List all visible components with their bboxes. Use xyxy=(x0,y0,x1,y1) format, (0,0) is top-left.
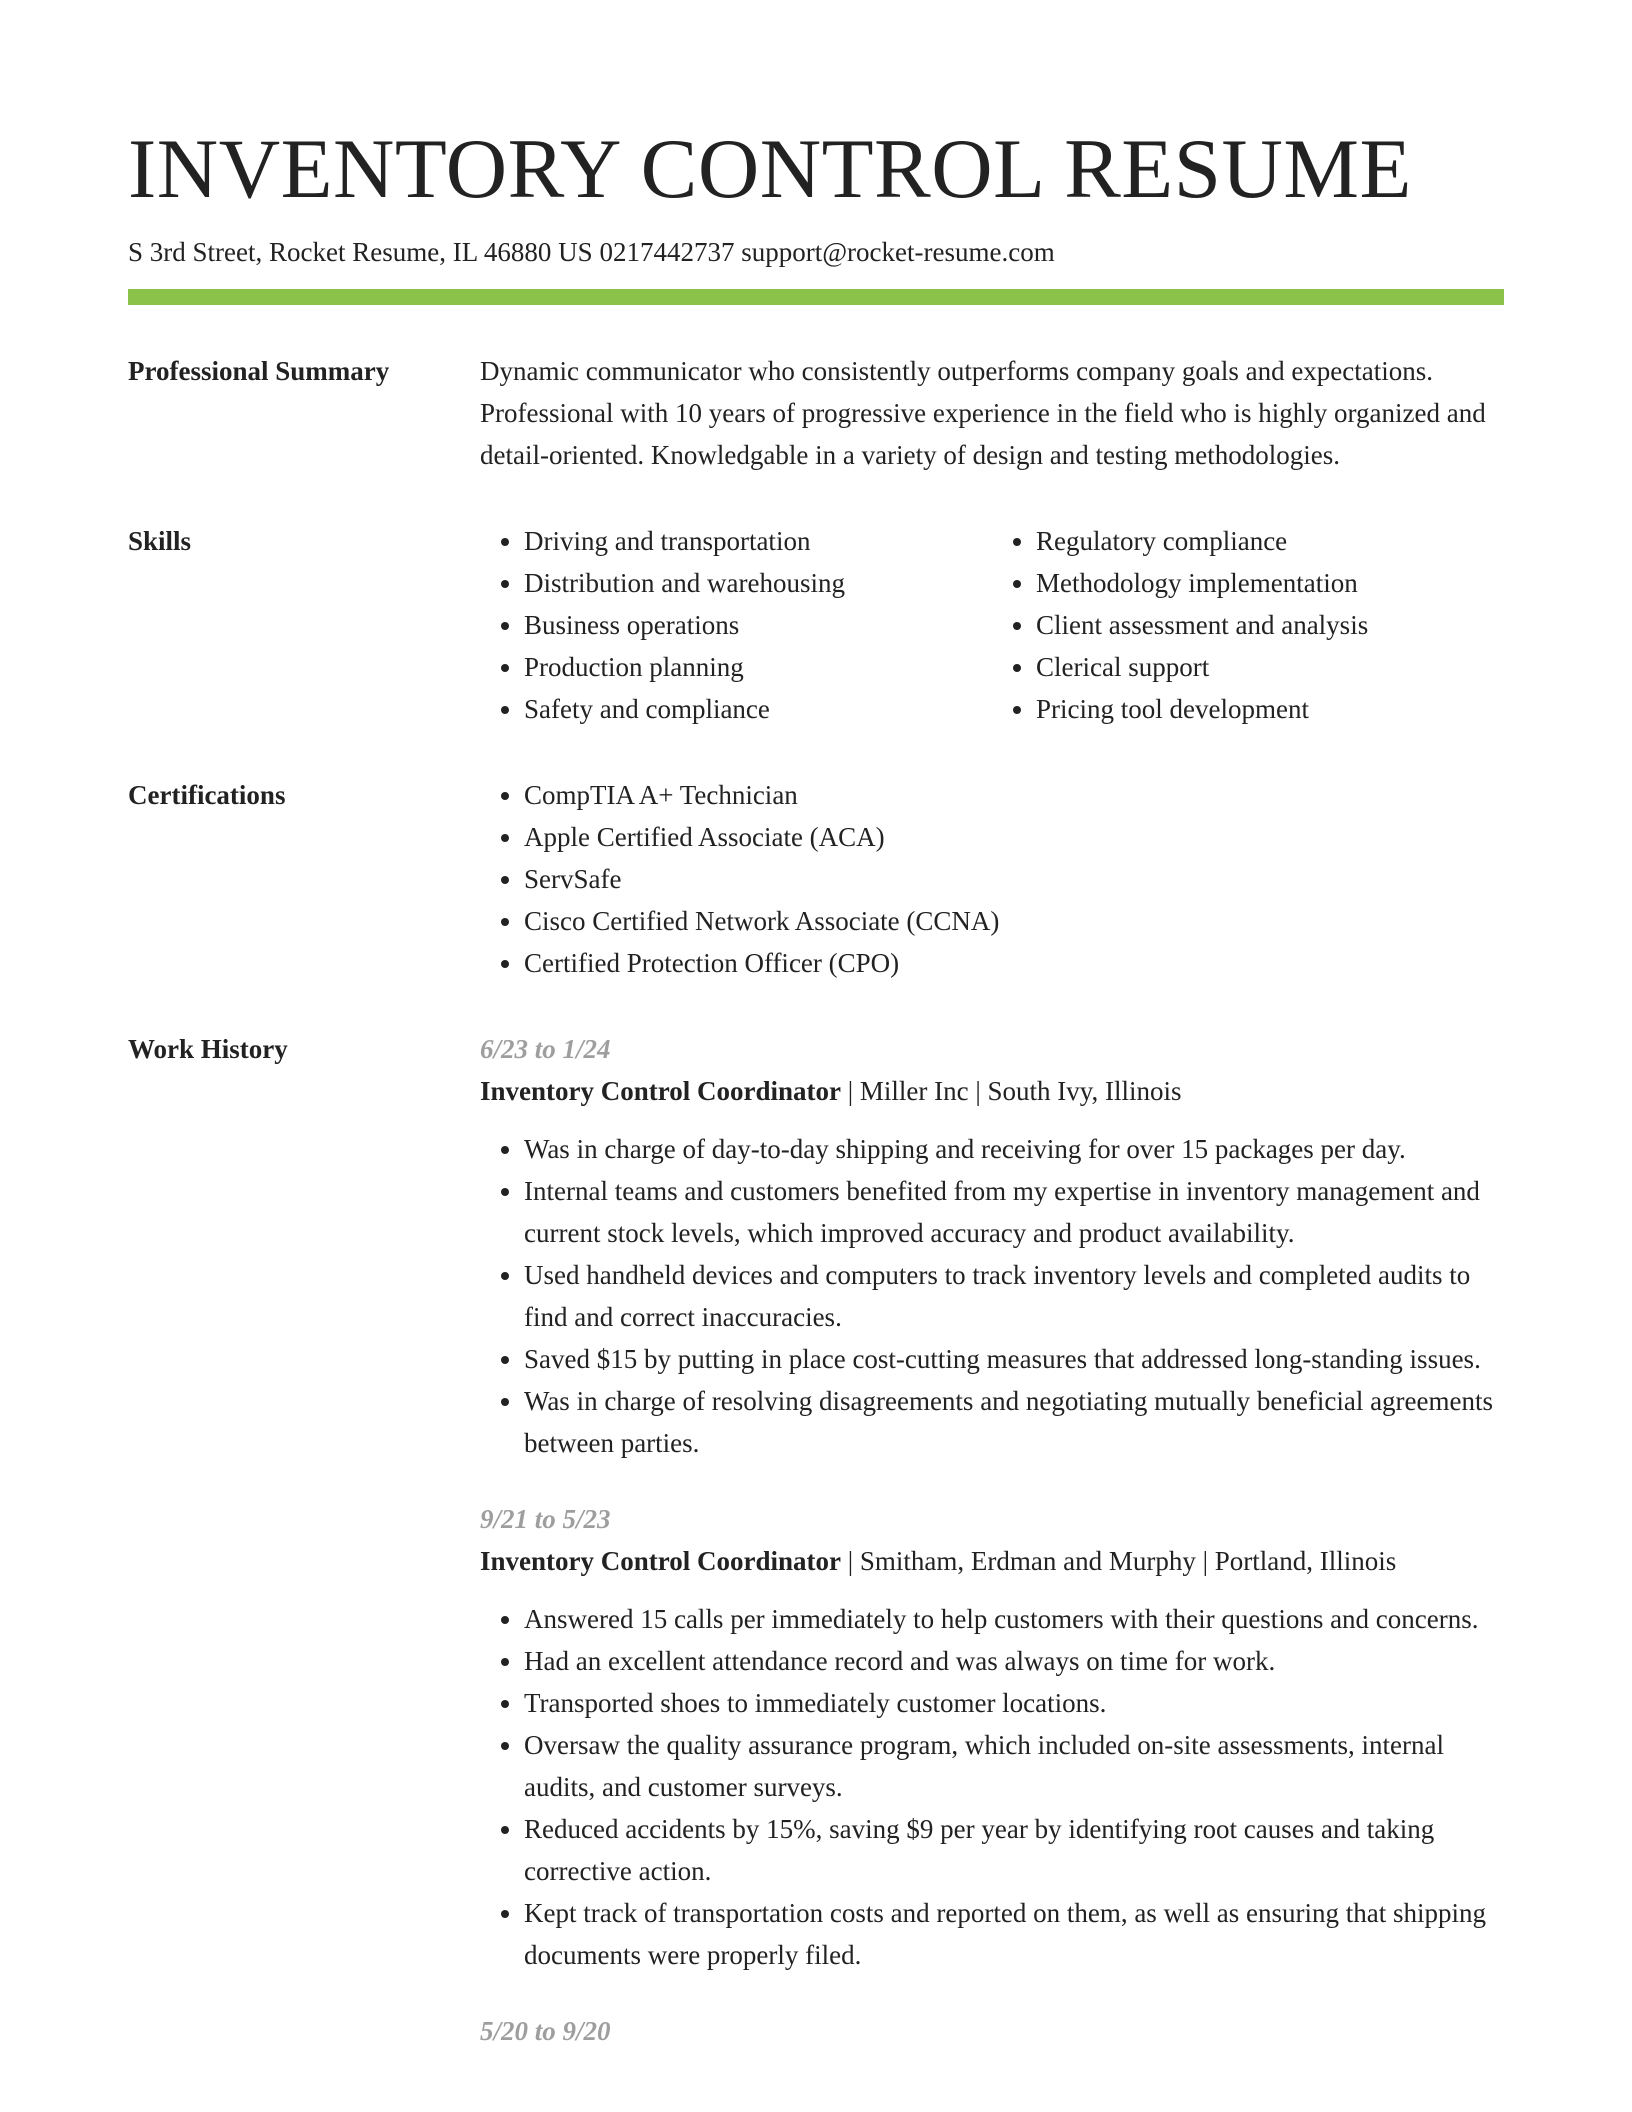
skills-list-column-2 xyxy=(992,520,1504,730)
certification-item: • CompTIA A+ Technician xyxy=(524,774,1504,816)
skill-item: • Pricing tool development xyxy=(1036,688,1504,730)
skill-item: • Methodology implementation xyxy=(1036,562,1504,604)
skill-item: • Production planning xyxy=(524,646,992,688)
section-label: Certifications xyxy=(128,780,286,810)
section-label: Work History xyxy=(128,1034,288,1064)
job-heading xyxy=(480,1070,1504,1112)
skill-item: • Distribution and warehousing xyxy=(524,562,992,604)
job-dates: 6/23 to 1/24 xyxy=(480,1034,611,1064)
skill-item: • Clerical support xyxy=(1036,646,1504,688)
job-heading xyxy=(480,1540,1504,1582)
job-dates: 9/21 to 5/23 xyxy=(480,1504,611,1534)
job-entry xyxy=(480,1028,1504,1464)
job-entry xyxy=(480,2010,1504,2052)
skills-list-column-1 xyxy=(480,520,992,730)
contact-line: S 3rd Street, Rocket Resume, IL 46880 US 0217442737 support@rocket-resume.com xyxy=(128,237,1055,267)
resume-page xyxy=(128,0,1504,2052)
certification-item: • ServSafe xyxy=(524,858,1504,900)
job-dates: 5/20 to 9/20 xyxy=(480,2016,611,2046)
job-bullet: • Used handheld devices and computers to track inventory levels and completed audits to find and correct inaccuracies. xyxy=(524,1254,1504,1338)
job-bullet: • Saved $15 by putting in place cost-cutting measures that addressed long-standing issues. xyxy=(524,1338,1504,1380)
job-bullet: • Answered 15 calls per immediately to help customers with their questions and concerns. xyxy=(524,1598,1504,1640)
certification-item: • Certified Protection Officer (CPO) xyxy=(524,942,1504,984)
job-bullet: • Was in charge of day-to-day shipping and receiving for over 15 packages per day. xyxy=(524,1128,1504,1170)
job-bullets xyxy=(480,1598,1504,1976)
skill-item: • Safety and compliance xyxy=(524,688,992,730)
skill-item: • Regulatory compliance xyxy=(1036,520,1504,562)
work-history-section xyxy=(128,1028,1504,2052)
job-bullet: • Transported shoes to immediately customer locations. xyxy=(524,1682,1504,1724)
job-entry xyxy=(480,1498,1504,1976)
skill-item: • Business operations xyxy=(524,604,992,646)
certification-item: • Cisco Certified Network Associate (CCNA) xyxy=(524,900,1504,942)
accent-divider xyxy=(128,289,1504,305)
skill-item: • Client assessment and analysis xyxy=(1036,604,1504,646)
job-bullet: • Oversaw the quality assurance program, which included on-site assessments, internal audits, and customer surveys. xyxy=(524,1724,1504,1808)
job-bullet: • Kept track of transportation costs and reported on them, as well as ensuring that shipping documents were properly filed. xyxy=(524,1892,1504,1976)
job-bullets xyxy=(480,1128,1504,1464)
page-title: INVENTORY CONTROL RESUME xyxy=(128,122,1412,216)
summary-text: Dynamic communicator who consistently outperforms company goals and expectations. Professional with 10 years of progressive experience in the field who is highly organized and detail-oriented. Knowledgable in a variety of design and testing methodologies. xyxy=(480,356,1486,470)
job-bullet: • Was in charge of resolving disagreements and negotiating mutually beneficial agreements between parties. xyxy=(524,1380,1504,1464)
job-bullet: • Had an excellent attendance record and was always on time for work. xyxy=(524,1640,1504,1682)
skills-section xyxy=(128,520,1504,730)
skill-item: • Driving and transportation xyxy=(524,520,992,562)
certification-item: • Apple Certified Associate (ACA) xyxy=(524,816,1504,858)
certifications-list xyxy=(480,774,1504,984)
certifications-section xyxy=(128,774,1504,984)
job-bullet: • Internal teams and customers benefited from my expertise in inventory management and current stock levels, which improved accuracy and product availability. xyxy=(524,1170,1504,1254)
job-details: | Smitham, Erdman and Murphy | Portland, Illinois xyxy=(841,1546,1397,1576)
job-details: | Miller Inc | South Ivy, Illinois xyxy=(841,1076,1182,1106)
section-label: Skills xyxy=(128,526,192,556)
job-title: Inventory Control Coordinator xyxy=(480,1546,841,1576)
section-label: Professional Summary xyxy=(128,356,390,386)
summary-section xyxy=(128,350,1504,476)
job-bullet: • Reduced accidents by 15%, saving $9 per year by identifying root causes and taking corrective action. xyxy=(524,1808,1504,1892)
job-title: Inventory Control Coordinator xyxy=(480,1076,841,1106)
